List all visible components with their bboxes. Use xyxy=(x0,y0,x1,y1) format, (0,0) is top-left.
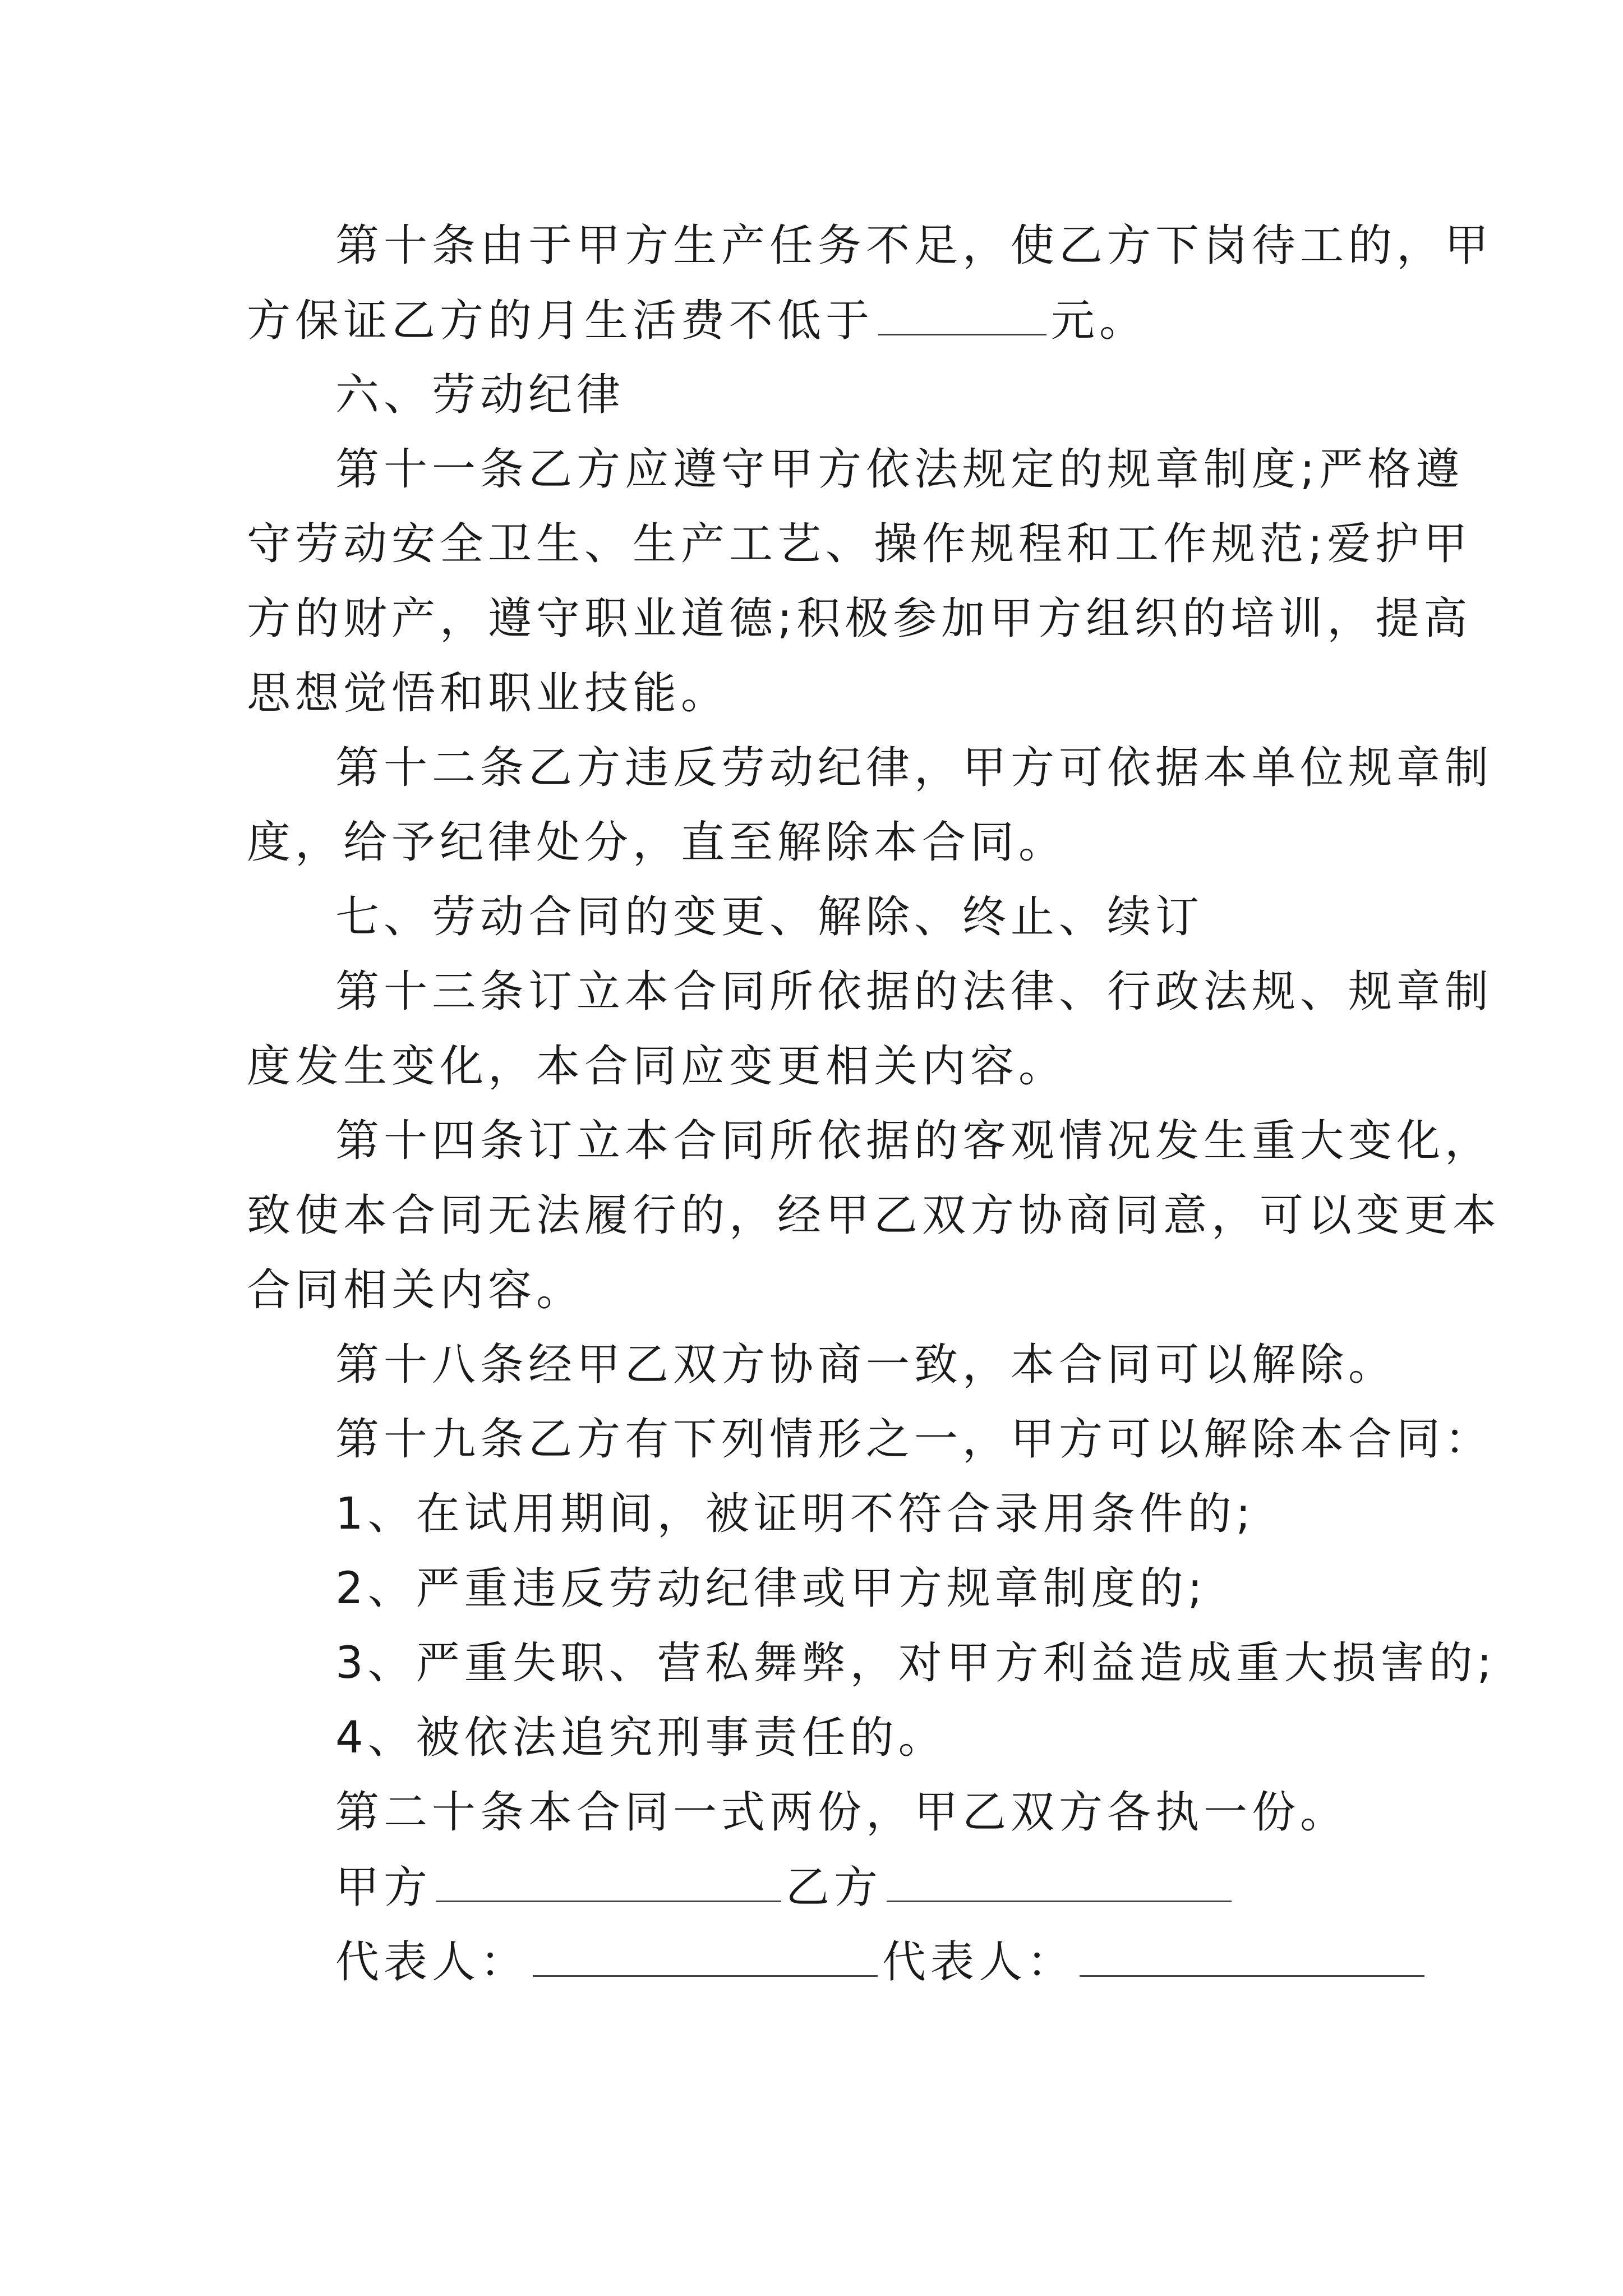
article-19-item-2: 2、严重违反劳动纪律或甲方规章制度的; xyxy=(335,1563,1207,1614)
signature-parties-line xyxy=(335,1861,1236,1915)
article-13-line-1: 第十三条订立本合同所依据的法律、行政法规、规章制 xyxy=(335,967,1493,1017)
party-a-label: 甲方 xyxy=(335,1862,432,1913)
article-11-line-2: 守劳动安全卫生、生产工艺、操作规程和工作规范;爱护甲 xyxy=(247,519,1472,569)
article-10-line-2 xyxy=(247,295,1147,348)
article-11-line-4: 思想觉悟和职业技能。 xyxy=(247,668,730,719)
allowance-blank xyxy=(878,295,1046,335)
section-7-heading: 七、劳动合同的变更、解除、终止、续订 xyxy=(335,892,1204,942)
rep-b-blank xyxy=(1080,1936,1424,1977)
article-18: 第十八条经甲乙双方协商一致，本合同可以解除。 xyxy=(335,1340,1397,1390)
article-14-line-3: 合同相关内容。 xyxy=(247,1265,585,1315)
party-b-label: 乙方 xyxy=(786,1862,883,1913)
section-6-heading: 六、劳动纪律 xyxy=(335,370,625,420)
article-19-item-4: 4、被依法追究刑事责任的。 xyxy=(335,1713,947,1763)
article-12-line-2: 度，给予纪律处分，直至解除本合同。 xyxy=(247,817,1067,868)
article-19-intro: 第十九条乙方有下列情形之一，甲方可以解除本合同： xyxy=(335,1414,1493,1465)
party-b-blank xyxy=(887,1861,1232,1902)
article-11-line-1: 第十一条乙方应遵守甲方依法规定的规章制度;严格遵 xyxy=(335,444,1464,495)
signature-representatives-line xyxy=(335,1936,1429,1989)
article-10-line-2-end: 元。 xyxy=(1051,296,1148,346)
article-19-item-3: 3、严重失职、营私舞弊，对甲方利益造成重大损害的; xyxy=(335,1638,1496,1688)
article-11-line-3: 方的财产，遵守职业道德;积极参加甲方组织的培训，提高 xyxy=(247,593,1472,644)
article-10-line-1: 第十条由于甲方生产任务不足，使乙方下岗待工的，甲 xyxy=(335,220,1493,271)
rep-a-label: 代表人： xyxy=(335,1937,529,1987)
article-10-line-2-text: 方保证乙方的月生活费不低于 xyxy=(247,296,874,346)
article-20: 第二十条本合同一式两份，甲乙双方各执一份。 xyxy=(335,1787,1349,1838)
rep-a-blank xyxy=(533,1936,878,1977)
rep-b-label: 代表人： xyxy=(882,1937,1076,1987)
article-14-line-2: 致使本合同无法履行的，经甲乙双方协商同意，可以变更本 xyxy=(247,1190,1501,1241)
article-12-line-1: 第十二条乙方违反劳动纪律，甲方可依据本单位规章制 xyxy=(335,743,1493,793)
article-14-line-1: 第十四条订立本合同所依据的客观情况发生重大变化， xyxy=(335,1116,1493,1166)
article-19-item-1: 1、在试用期间，被证明不符合录用条件的; xyxy=(335,1489,1255,1539)
party-a-blank xyxy=(436,1861,781,1902)
article-13-line-2: 度发生变化，本合同应变更相关内容。 xyxy=(247,1041,1067,1092)
